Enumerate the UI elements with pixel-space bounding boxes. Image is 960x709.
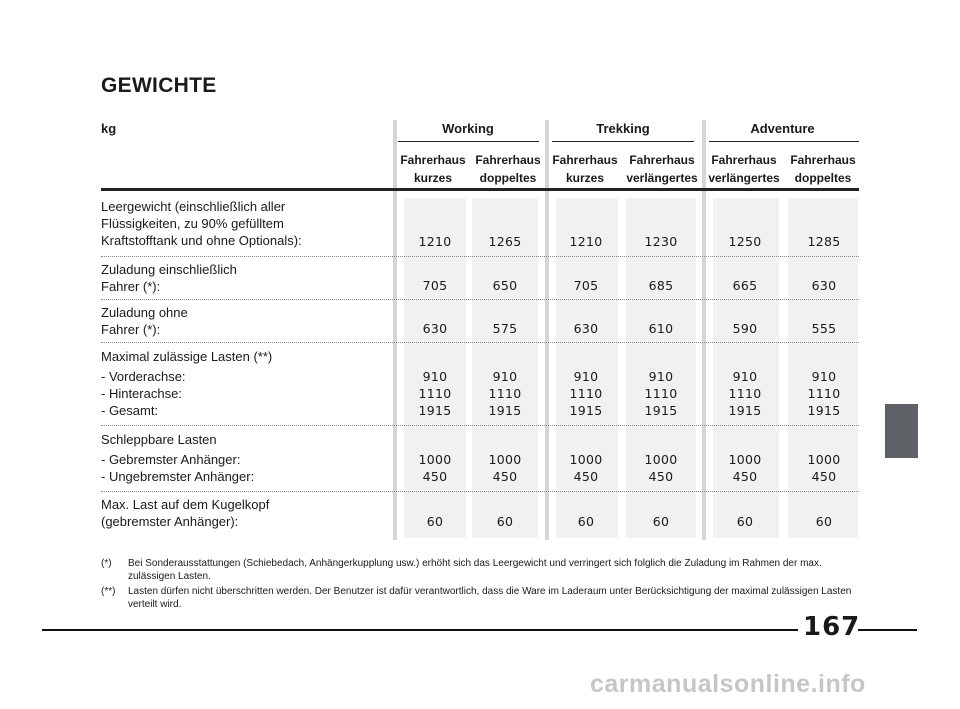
column-separator [545, 120, 549, 540]
table-cell: 60 [815, 514, 833, 529]
footnote: (**) Lasten dürfen nicht überschritten werden. Der Benutzer ist dafür verantwortlich, dass die Ware im Laderaum unter Berücksichtigung der maximal zulässigen Lasten verteilt wird. [101, 586, 852, 610]
column-header: Fahrerhaus doppeltes [790, 153, 856, 185]
group-rule [398, 141, 539, 142]
table-cell: 1230 [644, 234, 678, 249]
table-cell-group: 1000 450 [569, 452, 603, 484]
table-cell: 630 [573, 321, 599, 336]
table-cell-group: 910 1110 1915 [418, 369, 452, 418]
table-cell-group: 910 1110 1915 [728, 369, 762, 418]
table-cell-group: 1000 450 [644, 452, 678, 484]
table-cell-group: 1000 450 [488, 452, 522, 484]
table-cell-group: 1000 450 [728, 452, 762, 484]
unit-label: kg [101, 121, 117, 136]
table-cell: 60 [496, 514, 514, 529]
table-cell: 665 [732, 278, 758, 293]
table-cell: 1285 [807, 234, 841, 249]
page-number: 167 [803, 612, 861, 642]
column-header: Fahrerhaus kurzes [552, 153, 618, 185]
group-title-trekking: Trekking [596, 121, 650, 136]
row-separator [101, 491, 859, 492]
row-separator [101, 425, 859, 426]
watermark: carmanualsonline.info [590, 670, 866, 698]
table-cell: 1210 [418, 234, 452, 249]
row-label-zuladung-mit-fahrer: Zuladung einschließlich Fahrer (*): [101, 262, 237, 294]
table-cell: 650 [492, 278, 518, 293]
row-label-leergewicht: Leergewicht (einschließlich aller Flüssigkeiten, zu 90% gefülltem Kraftstofftank und ohne Optionals): [101, 199, 302, 248]
table-cell: 60 [426, 514, 444, 529]
table-cell: 60 [577, 514, 595, 529]
row-label-zuladung-ohne-fahrer: Zuladung ohne Fahrer (*): [101, 305, 188, 337]
column-separator [393, 120, 397, 540]
table-cell: 555 [811, 321, 837, 336]
row-label-maximal-lasten: Maximal zulässige Lasten (**) - Vorderachse: - Hinterachse: - Gesamt: [101, 349, 273, 418]
group-title-adventure: Adventure [750, 121, 815, 136]
table-cell-group: 1000 450 [418, 452, 452, 484]
table-cell: 610 [648, 321, 674, 336]
table-cell: 630 [811, 278, 837, 293]
table-cell: 575 [492, 321, 518, 336]
column-separator [702, 120, 706, 540]
table-cell: 685 [648, 278, 674, 293]
table-cell: 630 [422, 321, 448, 336]
group-title-working: Working [442, 121, 494, 136]
row-separator [101, 256, 859, 257]
table-cell: 705 [573, 278, 599, 293]
row-label-schleppbare-lasten: Schleppbare Lasten - Gebremster Anhänger: - Ungebremster Anhänger: [101, 432, 255, 484]
table-cell: 705 [422, 278, 448, 293]
column-header: Fahrerhaus kurzes [400, 153, 466, 185]
group-rule [552, 141, 694, 142]
header-rule [101, 188, 859, 191]
page-title: GEWICHTE [101, 74, 217, 97]
table-cell-group: 910 1110 1915 [807, 369, 841, 418]
table-cell: 60 [736, 514, 754, 529]
column-header: Fahrerhaus verlängertes [708, 153, 780, 185]
group-rule [709, 141, 859, 142]
table-cell-group: 910 1110 1915 [488, 369, 522, 418]
row-label-kugelkopf: Max. Last auf dem Kugelkopf (gebremster Anhänger): [101, 497, 270, 529]
table-cell: 60 [652, 514, 670, 529]
footer-rule [42, 629, 798, 631]
footnote: (*) Bei Sonderausstattungen (Schiebedach, Anhängerkupplung usw.) erhöht sich das Leergewicht und verringert sich folglich die Zuladung im Rahmen der max. zulässigen Lasten. [101, 558, 822, 582]
section-tab [885, 404, 918, 458]
row-separator [101, 342, 859, 343]
row-separator [101, 299, 859, 300]
column-header: Fahrerhaus verlängertes [626, 153, 698, 185]
table-cell-group: 910 1110 1915 [644, 369, 678, 418]
table-cell-group: 910 1110 1915 [569, 369, 603, 418]
footer-rule [858, 629, 917, 631]
table-cell: 1210 [569, 234, 603, 249]
column-header: Fahrerhaus doppeltes [475, 153, 541, 185]
table-cell: 1265 [488, 234, 522, 249]
table-cell-group: 1000 450 [807, 452, 841, 484]
table-cell: 1250 [728, 234, 762, 249]
table-cell: 590 [732, 321, 758, 336]
